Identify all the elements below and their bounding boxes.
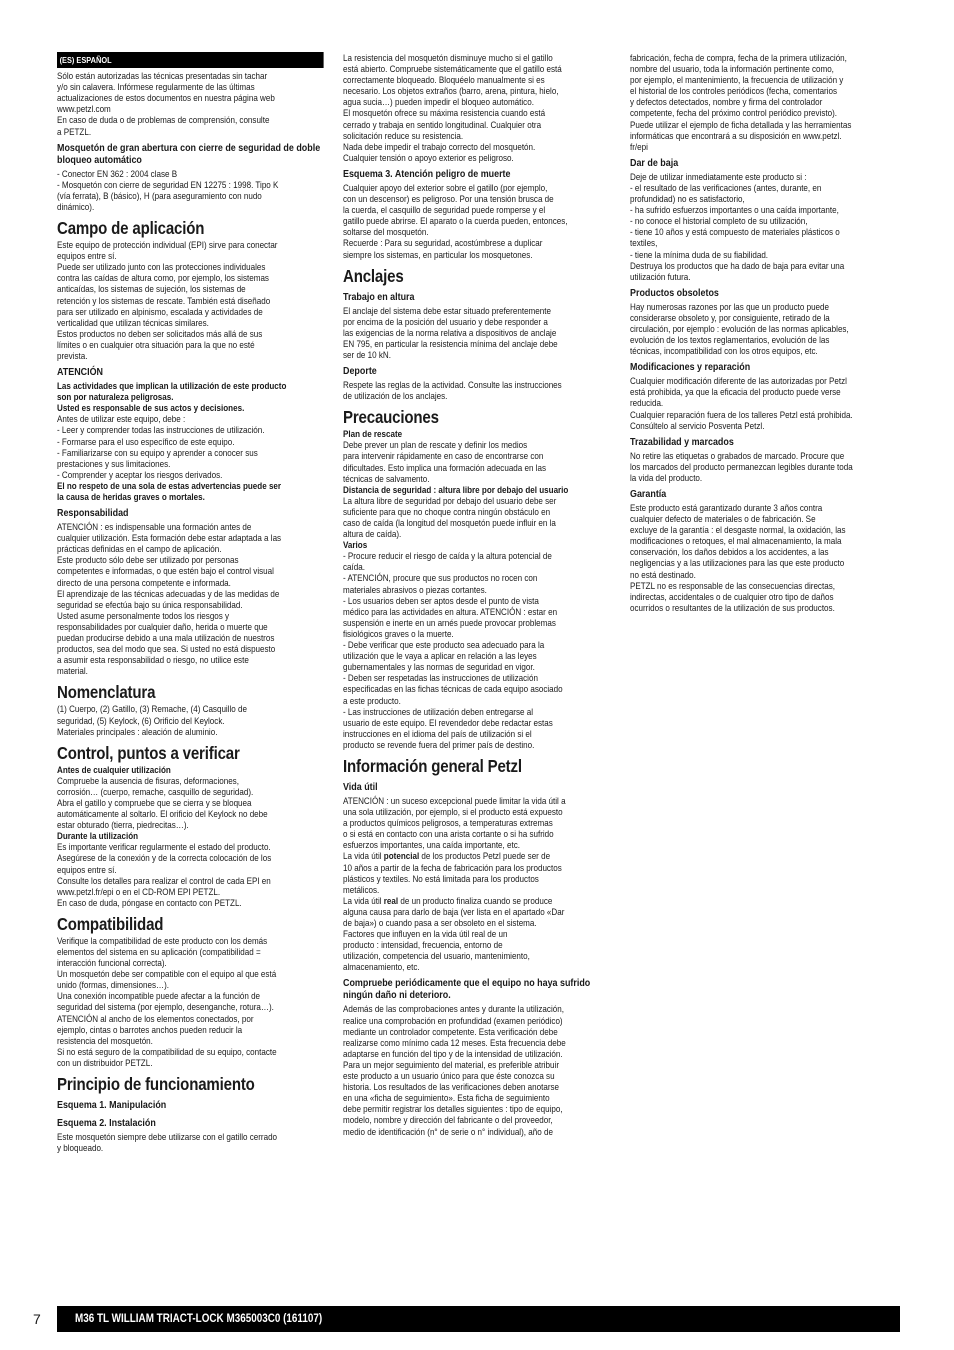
atencion-warning-2: El no respeto de una sola de estas advertencias puede ser la causa de heridas graves o mortales. xyxy=(57,479,282,502)
compruebe-heading: Compruebe periódicamente que el equipo no haya sufrido ningún daño ni deterioro. xyxy=(343,978,591,1002)
distancia-text: La altura libre de seguridad por debajo del usuario debe ser suficiente para que no choque contra ningún obstáculo en caso de caída (la longitud del mosquetón puede influir en la altura de caída). xyxy=(343,494,557,540)
intro-text: Sólo están autorizadas las técnicas presentadas sin tachar y/o sin calavera. Infórmese regularmente de las últimas actualizaciones de estos documentos en nuestra página web www.petzl.com En caso de duda o de problemas de comprensión, consulte a PETZL. xyxy=(57,70,275,137)
section-nomenclatura-heading: Nomenclatura xyxy=(57,682,156,703)
column-3 xyxy=(630,52,898,613)
footer-bar xyxy=(57,1306,900,1332)
vida-text-1: ATENCIÓN : un suceso excepcional puede limitar la vida útil a una sola utilización, por ejemplo, si el producto está expuesto a productos químicos peligrosos, a temperaturas extremas o si está en contacto con una arista cortante o si ha sufrido esfuerzos importantes, una caída importante, etc. xyxy=(343,794,566,851)
garantia-heading: Garantía xyxy=(630,489,667,500)
responsabilidad-text: ATENCIÓN : es indispensable una formación antes de cualquier utilización. Esta formación debe estar adaptada a las prácticas definidas en el campo de aplicación. Este producto sólo debe ser utilizado por personas competentes e informadas, o que estén bajo el control visual directo de una persona competente e informada. El aprendizaje de las técnicas adecuadas y de las medidas de seguridad se efectúa bajo su única responsabilidad. Usted asume personalmente todos los riesgos y responsabilidades por cualquier daño, herida o muerte que puedan producirse debido a una mala utilización de nuestros productos, sea del modo que sea. Si usted no está dispuesto a asumir esta responsabilidad o riesgo, no utilice este material. xyxy=(57,521,282,677)
baja-heading: Dar de baja xyxy=(630,157,679,169)
esquema-2-heading: Esquema 2. Instalación xyxy=(57,1118,156,1130)
column-1 xyxy=(57,52,324,1153)
section-info-heading: Información general Petzl xyxy=(343,755,522,776)
compruebe-text: Además de las comprobaciones antes y durante la utilización, realice una comprobación en profundidad (examen periódico) mediante un controlador competente. Esta verificación debe realizarse como mínimo cada 12 meses. Esta frecuencia debe adaptarse en función del tipo y de la intensidad de utilización. Para un mejor seguimiento del material, es preferible atribuir este producto a un usuario único para que éste conozca su historia. Los resultados de las verificaciones deben anotarse en una «ficha de seguimiento». Esta ficha de seguimiento debe permitir registrar los detalles siguientes : tipo de equipo, modelo, nombre y dirección del fabricante o del proveedor, medio de identificación (n° de serie o n° individual), año de xyxy=(343,1003,566,1137)
obsoletos-text: Hay numerosas razones por las que un producto puede considerarse obsoleto y, por consiguiente, retirado de la circulación, por ejemplo : evolución de las normas aplicables, evolución de los textos reglamentarios, evolución de las técnicas, incompatibilidad con los otros equipos, etc. xyxy=(630,300,849,357)
deporte-heading: Deporte xyxy=(343,366,377,378)
control-subheading-durante: Durante la utilización xyxy=(57,830,139,842)
section-control-heading: Control, puntos a verificar xyxy=(57,742,240,763)
atencion-heading: ATENCIÓN xyxy=(57,367,104,379)
footer-product-code: M36 TL WILLIAM TRIACT-LOCK M365003C0 (161107) xyxy=(75,1313,323,1325)
esquema-3-heading: Esquema 3. Atención peligro de muerte xyxy=(343,168,511,180)
section-campo-heading: Campo de aplicación xyxy=(57,218,205,239)
vida-text-2: La vida útil potencial de los productos Petzl puede ser de 10 años a partir de la fecha de fabricación para los productos plásticos y textiles. No está limitada para los productos metálicos. xyxy=(343,850,562,895)
deporte-text: Respete las reglas de la actividad. Consulte las instrucciones de utilización de los anclajes. xyxy=(343,379,562,402)
plan-heading: Plan de rescate xyxy=(343,428,403,440)
product-text: - Conector EN 362 : 2004 clase B - Mosquetón con cierre de seguridad EN 12275 : 1998. Tipo K (vía ferrata), B (básico), H (para aseguramiento con nudo dinámico). xyxy=(57,167,279,212)
esquema-2-text: Este mosquetón siempre debe utilizarse con el gatillo cerrado y bloqueado. xyxy=(57,1131,278,1154)
section-principio-heading: Principio de funcionamiento xyxy=(57,1074,255,1095)
vida-heading: Vida útil xyxy=(343,781,378,793)
section-anclajes-heading: Anclajes xyxy=(343,265,404,286)
trazabilidad-heading: Trazabilidad y marcados xyxy=(630,436,734,448)
esquema-3-text: Cualquier apoyo del exterior sobre el gatillo (por ejemplo, con un descensor) es peligroso. Por una tensión brusca de la cuerda, el casquillo de seguridad puede romperse y el gatillo puede abrirse. El aparato o la cuerda pueden, entonces, soltarse del mosquetón. Recuerde : Para su seguridad, acostúmbrese a duplicar siempre los sistemas, en particular los mosquetones. xyxy=(343,181,568,260)
varios-text: - Procure reducir el riesgo de caída y la altura potencial de caída. - ATENCIÓN, procure que sus productos no rocen con materiales abrasivos o piezas cortantes. - Los usuarios deben ser aptos desde el punto de vista médico para las actividades en altura. ATENCIÓN : estar en suspensión e inerte en un arnés puede provocar problemas fisiológicos graves o la muerte. - Debe verificar que este producto sea adecuado para la utilización que le vaya a aplicar en relación a las leyes gubernamentales y las normas de seguridad en vigor. - Deben ser respetadas las instrucciones de utilización especificadas en las fichas técnicas de cada equipo asociado a este producto. - Las instrucciones de utilización deben entregarse al usuario de este equipo. El revendedor debe redactar estas instrucciones en el idioma del país de utilización si el producto se revende fuera del primer país de destino. xyxy=(343,550,563,750)
vida-potencial: potencial xyxy=(383,850,420,862)
plan-text: Debe prever un plan de rescate y definir los medios para intervenir rápidamente en caso de encontrarse con dificultades. Esto implica una formación adecuada en las técnicas de salvamento. xyxy=(343,439,547,484)
section-precauciones-heading: Precauciones xyxy=(343,407,439,428)
distancia-heading: Distancia de seguridad : altura libre por debajo del usuario xyxy=(343,483,569,495)
modificaciones-heading: Modificaciones y reparación xyxy=(630,362,751,374)
varios-heading: Varios xyxy=(343,539,368,551)
modificaciones-text: Cualquier modificación diferente de las autorizadas por Petzl está prohibida, ya que la eficacia del producto puede verse reducida. Cualquier reparación fuera de los talleres Petzl está prohibida. Consúltelo al servicio Posventa Petzl. xyxy=(630,375,853,431)
baja-text: Deje de utilizar inmediatamente este producto si : - el resultado de las verificaciones (antes, durante, en profundidad) no es satisfactorio, - ha sufrido esfuerzos importantes o una caída importante, - no conoce el historial completo de su utilización, - tiene 10 años y está compuesto de materiales plásticos o textiles, - tiene la mínima duda de su fiabilidad. Destruya los productos que ha dado de baja para evitar una utilización futura. xyxy=(630,170,845,282)
atencion-warning-1: Las actividades que implican la utilización de este producto son por naturaleza peligrosas. Usted es responsable de sus actos y decisiones. xyxy=(57,380,287,414)
resistencia-text: La resistencia del mosquetón disminuye mucho si el gatillo está abierto. Compruebe sistemáticamente que el gatillo está correctamente bloqueado. Bloquéelo manualmente si es necesario. Los objetos extraños (barro, arena, pintura, hielo, agua sucia…) pueden impedir el bloqueo automático. El mosquetón ofrece su máxima resistencia cuando está cerrado y trabaja en sentido longitudinal. Cualquier otra solicitación reduce su resistencia. Nada debe impedir el trabajo correcto del mosquetón. Cualquier tensión o apoyo exterior es peligroso. xyxy=(343,52,562,163)
control-text-durante: Es importante verificar regularmente el estado del producto. Asegúrese de la conexión y de la correcta colocación de los equipos entre sí. Consulte los detalles para realizar el control de cada EPI en www.petzl.fr/epi o en el CD-ROM EPI PETZL. En caso de duda, póngase en contacto con PETZL. xyxy=(57,841,272,908)
esquema-1-heading: Esquema 1. Manipulación xyxy=(57,1100,167,1112)
page-number: 7 xyxy=(33,1311,41,1327)
obsoletos-heading: Productos obsoletos xyxy=(630,287,719,299)
trabajo-text: El anclaje del sistema debe estar situado preferentemente por encima de la posición del usuario y debe responder a las exigencias de la norma relativa a dispositivos de anclaje EN 795, en particular la resistencia mínima del anclaje debe ser de 10 kN. xyxy=(343,304,558,360)
section-compatibilidad-heading: Compatibilidad xyxy=(57,913,164,934)
column-2 xyxy=(343,52,610,1137)
control-subheading-antes: Antes de cualquier utilización xyxy=(57,763,171,775)
ficha-text: fabricación, fecha de compra, fecha de la primera utilización, nombre del usuario, toda la información pertinente como, por ejemplo, el mantenimiento, la frecuencia de utilización y el historial de los controles periódicos (fecha, comentarios y defectos detectados, nombre y firma del controlador competente, fecha del próximo control periódico previsto). Puede utilizar el ejemplo de ficha detallada y las herramientas informáticas que encontrará a su disposición en www.petzl. fr/epi xyxy=(630,52,852,152)
trabajo-heading: Trabajo en altura xyxy=(343,291,415,303)
responsabilidad-heading: Responsabilidad xyxy=(57,508,129,520)
trazabilidad-text: No retire las etiquetas o grabados de marcado. Procure que los marcados del producto permanezcan legibles durante toda la vida del producto. xyxy=(630,449,853,483)
garantia-text: Este producto está garantizado durante 3 años contra cualquier defecto de materiales o de fabricación. Se excluye de la garantía : el desgaste normal, la oxidación, las modificaciones o retoques, el mal almacenamiento, la mala conservación, los daños debidos a los accidentes, a las negligencias y a las utilizaciones para las que este producto no está destinado. PETZL no es responsable de las consecuencias directas, indirectas, accidentales o de cualquier otro tipo de daños ocurridos o resultantes de la utilización de sus productos. xyxy=(630,502,846,613)
control-text-antes: Compruebe la ausencia de fisuras, deformaciones, corrosión… (cuerpo, remache, casquillo de seguridad). Abra el gatillo y compruebe que se cierra y se bloquea automáticamente al soltarlo. El orificio del Keylock no debe estar obturado (tierra, piedrecitas…). xyxy=(57,774,268,831)
vida-real: real xyxy=(383,894,399,906)
compatibilidad-text: Verifique la compatibilidad de este producto con los demás elementos del sistema en su aplicación (compatibilidad = interacción funcional correcta). Un mosquetón debe ser compatible con el equipo al que está unido (formas, dimensiones…). Una conexión incompatible puede afectar a la función de seguridad del sistema (por ejemplo, desenganche, rotura…). ATENCIÓN al ancho de los elementos conectados, por ejemplo, cintas o barrotes anchos pueden reducir la resistencia del mosquetón. Si no está seguro de la compatibilidad de su equipo, contacte con un distribuidor PETZL. xyxy=(57,934,277,1068)
vida-text-3: La vida útil real de un producto finaliza cuando se produce alguna causa para darlo de baja (ver lista en el apartado «Dar de baja») o cuando pasa a ser obsoleto en el sistema. Factores que influyen en la vida útil real de un producto : intensidad, frecuencia, entorno de utilización, competencia del usuario, mantenimiento, almacenamiento, etc. xyxy=(343,894,565,973)
atencion-text: Antes de utilizar este equipo, debe : - Leer y comprender todas las instrucciones de utilización. - Formarse para el uso específico de este equipo. - Familiarizarse con su equipo y aprender a conocer sus prestaciones y sus limitaciones. - Comprender y aceptar los riesgos derivados. xyxy=(57,413,265,480)
product-title: Mosquetón de gran abertura con cierre de seguridad de doble bloqueo automático xyxy=(57,142,321,166)
language-label: (ES) ESPAÑOL xyxy=(57,52,324,68)
nomenclatura-text: (1) Cuerpo, (2) Gatillo, (3) Remache, (4) Casquillo de seguridad, (5) Keylock, (6) Orificio del Keylock. Materiales principales : aleación de aluminio. xyxy=(57,703,247,737)
campo-text: Este equipo de protección individual (EPI) sirve para conectar equipos entre sí. Puede ser utilizado junto con las protecciones individuales contra las caídas de altura como, por ejemplo, los sistemas anticaídas, los sistemas de sujeción, los sistemas de retención y los sistemas de rescate. También está diseñado para ser utilizado en alpinismo, escalada y actividades de verticalidad que utilizan técnicas similares. Estos productos no deben ser solicitados más allá de sus límites o en cualquier otra situación para la que no esté prevista. xyxy=(57,239,278,361)
